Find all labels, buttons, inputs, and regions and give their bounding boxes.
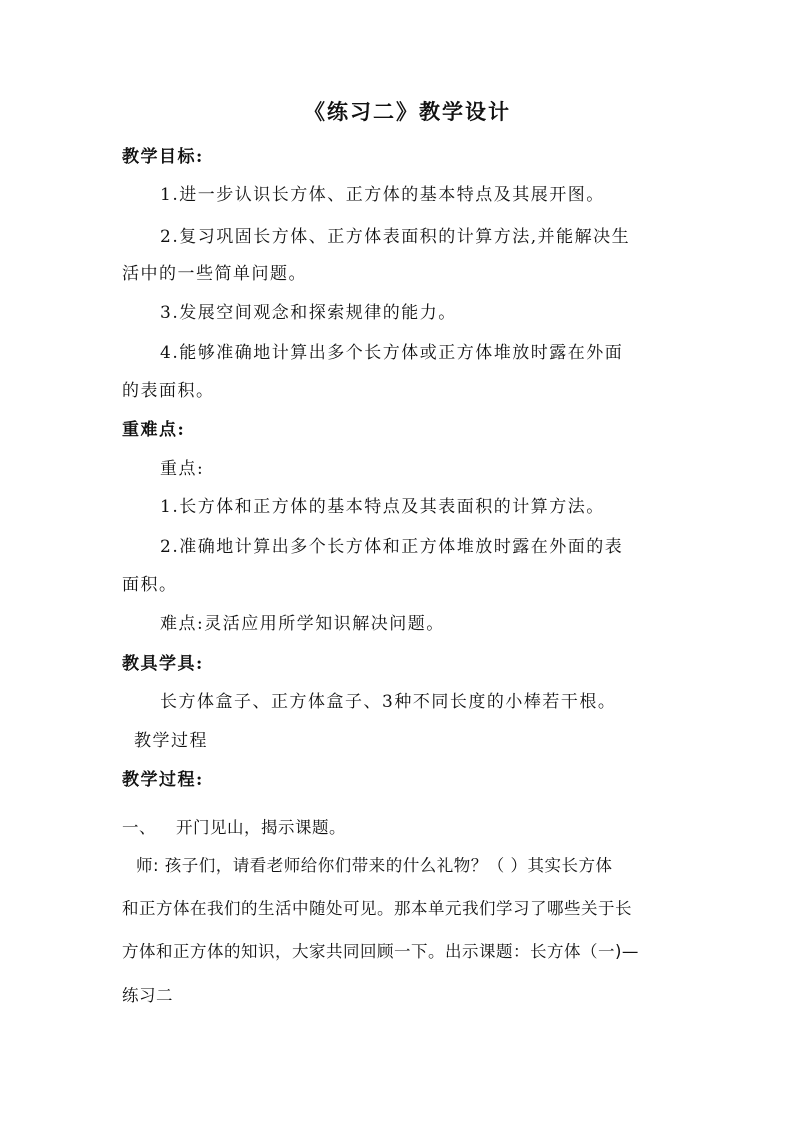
key-point-2-line1: 2.准确地计算出多个长方体和正方体堆放时露在外面的表 <box>160 537 624 557</box>
paragraph-line-4: 练习二 <box>122 986 173 1005</box>
paragraph-line-2: 和正方体在我们的生活中随处可见。那本单元我们学习了哪些关于长 <box>122 899 632 918</box>
section-1-number: 一、 <box>122 818 156 837</box>
document-title: 《练习二》教学设计 <box>304 99 511 124</box>
process-label: 教学过程 <box>134 731 208 751</box>
tools-heading: 教具学具: <box>122 654 204 674</box>
key-point-1: 1.长方体和正方体的基本特点及其表面积的计算方法。 <box>160 497 605 517</box>
objective-4-line2: 的表面积。 <box>122 381 215 401</box>
difficulty-point: 难点:灵活应用所学知识解决问题。 <box>160 614 445 634</box>
objective-4-line1: 4.能够准确地计算出多个长方体或正方体堆放时露在外面 <box>160 343 624 363</box>
tools-text: 长方体盒子、正方体盒子、3种不同长度的小棒若干根。 <box>160 692 617 712</box>
objective-3: 3.发展空间观念和探索规律的能力。 <box>160 303 457 323</box>
objective-2-line1: 2.复习巩固长方体、正方体表面积的计算方法,并能解决生 <box>160 227 631 247</box>
section-1-title: 开门见山，揭示课题。 <box>176 818 346 837</box>
key-label: 重点: <box>160 459 205 479</box>
paragraph-line-1: 师: 孩子们，请看老师给你们带来的什么礼物？（ ）其实长方体 <box>136 856 613 875</box>
process-heading: 教学过程: <box>122 770 204 790</box>
objectives-heading: 教学目标: <box>122 147 204 167</box>
objective-1: 1.进一步认识长方体、正方体的基本特点及其展开图。 <box>160 185 605 205</box>
objective-2-line2: 活中的一些简单问题。 <box>122 264 307 284</box>
paragraph-line-3: 方体和正方体的知识，大家共同回顾一下。出示课题：长方体（一)— <box>122 942 639 961</box>
key-point-2-line2: 面积。 <box>122 575 178 595</box>
key-points-heading: 重难点: <box>122 420 186 440</box>
